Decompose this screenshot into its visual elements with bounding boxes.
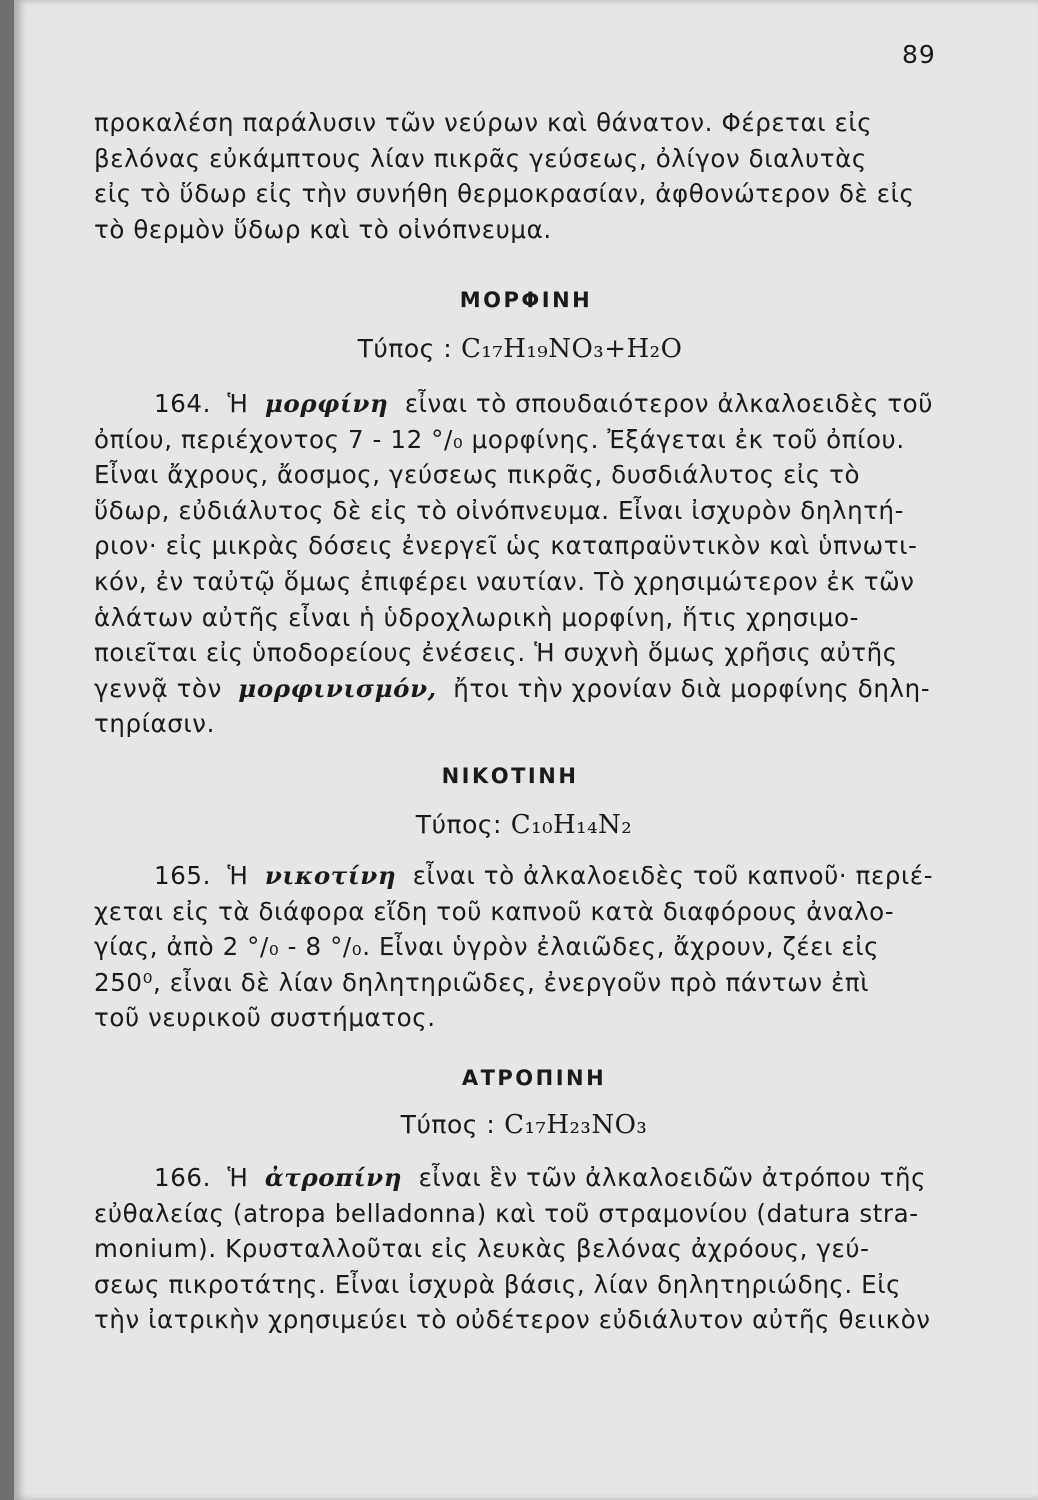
text-line [94,671,954,707]
text-line [94,386,954,422]
text-line: γίας, ἀπὸ 2 °/₀ - 8 °/₀. Εἶναι ὑγρὸν ἐλαιῶδες, ἄχρουν, ζέει εἰς [94,932,880,962]
paragraph-number: 164. [154,389,211,418]
term-atropine: ἀτροπίνη [264,1163,403,1192]
text-line: ὀπίου, περιέχοντος 7 - 12 °/₀ μορφίνης. Ἐξάγεται ἐκ τοῦ ὀπίου. [94,424,905,454]
book-page [14,0,1038,1500]
formula-label: Τύπος : [400,1110,496,1139]
text-line: προκαλέση παράλυσιν τῶν νεύρων καὶ θάνατον. Φέρεται εἰς [94,108,873,137]
text-line [94,1160,954,1196]
section-heading-atropine: ΑΤΡΟΠΙΝΗ [461,1066,607,1090]
text-line: τὴν ἰατρικὴν χρησιμεύει τὸ οὐδέτερον εὐδιάλυτον αὐτῆς θειικὸν [94,1305,931,1335]
paragraph-166 [94,1160,954,1338]
term-nicotine: νικοτίνη [264,861,397,890]
text-line: ποιεῖται εἰς ὑποδορείους ἐνέσεις. Ἡ συχνὴ ὅμως χρῆσις αὐτῆς [94,638,898,668]
text-line: τὸ θερμὸν ὕδωρ καὶ τὸ οἰνόπνευμα. [94,214,552,244]
page-number: 89 [902,40,936,69]
formula-atropine [314,1110,734,1140]
paragraph-165 [94,858,954,1036]
paragraph-number: 166. [154,1163,211,1192]
text-line: εἰς τὸ ὕδωρ εἰς τὴν συνήθη θερμοκρασίαν, ἀφθονώτερον δὲ εἰς [94,179,915,209]
text-line: χεται εἰς τὰ διάφορα εἴδη τοῦ καπνοῦ κατὰ διαφόρους ἀναλο- [94,896,895,926]
paragraph-number: 165. [154,861,211,890]
line-rest: ἤτοι τὴν χρονίαν διὰ μορφίνης δηλη- [453,673,931,703]
line-start: γεννᾷ τὸν [94,673,222,703]
text-line: ριον· εἰς μικρὰς δόσεις ἐνεργεῖ ὡς καταπραϋντικὸν καὶ ὑπνωτι- [94,531,918,561]
article: Ἡ [227,389,249,418]
section-heading-nicotine: ΝΙΚΟΤΙΝΗ [441,764,579,788]
text-line: ὕδωρ, εὐδιάλυτος δὲ εἰς τὸ οἰνόπνευμα. Εἶναι ἰσχυρὸν δηλητή- [94,495,905,525]
text-line: κόν, ἐν ταὐτῷ ὅμως ἐπιφέρει ναυτίαν. Τὸ χρησιμώτερον ἐκ τῶν [94,566,915,596]
term-morphine: μορφίνη [264,389,389,418]
intro-paragraph [94,105,954,247]
text-line: τηρίασιν. [94,709,215,739]
text-line: Εἶναι ἄχρους, ἄοσμος, γεύσεως πικρᾶς, δυσδιάλυτος εἰς τὸ [94,460,861,490]
term-morphinism: μορφινισμόν, [238,673,437,703]
text-line: βελόνας εὐκάμπτους λίαν πικρᾶς γεύσεως, ὀλίγον διαλυτὰς [94,143,867,173]
article: Ἡ [227,1163,249,1192]
text-line: ἁλάτων αὐτῆς εἶναι ἡ ὑδροχλωρικὴ μορφίνη, ἥτις χρησιμο- [94,602,860,632]
line-rest: εἶναι ἓν τῶν ἀλκαλοειδῶν ἀτρόπου τῆς [418,1163,927,1192]
chemical-formula: C₁₀H₁₄N₂ [510,810,633,840]
line-rest: εἶναι τὸ ἀλκαλοειδὲς τοῦ καπνοῦ· περιέ- [412,861,934,890]
formula-label: Τύπος: [415,810,502,839]
text-line: σεως πικροτάτης. Εἶναι ἰσχυρὰ βάσις, λίαν δηλητηριώδης. Εἰς [94,1269,902,1299]
article: Ἡ [227,861,249,890]
text-line: monium). Κρυσταλλοῦται εἰς λευκὰς βελόνας ἀχρόους, γεύ- [94,1234,870,1264]
formula-morphine [310,334,730,364]
text-line: 250⁰, εἶναι δὲ λίαν δηλητηριῶδες, ἐνεργοῦν πρὸ πάντων ἐπὶ [94,967,870,997]
section-heading-morphine: ΜΟΡΦΙΝΗ [459,288,593,312]
formula-nicotine [314,810,734,840]
chemical-formula: C₁₇H₂₃NO₃ [504,1110,648,1140]
paragraph-164 [94,386,954,742]
line-rest: εἶναι τὸ σπουδαιότερον ἀλκαλοειδὲς τοῦ [404,389,934,418]
text-line: εὐθαλείας (atropa belladonna) καὶ τοῦ στραμονίου (datura stra- [94,1198,919,1228]
chemical-formula: C₁₇H₁₉NO₃+H₂O [460,334,683,364]
text-line [94,858,954,894]
formula-label: Τύπος : [357,334,453,363]
text-line: τοῦ νευρικοῦ συστήματος. [94,1003,436,1033]
